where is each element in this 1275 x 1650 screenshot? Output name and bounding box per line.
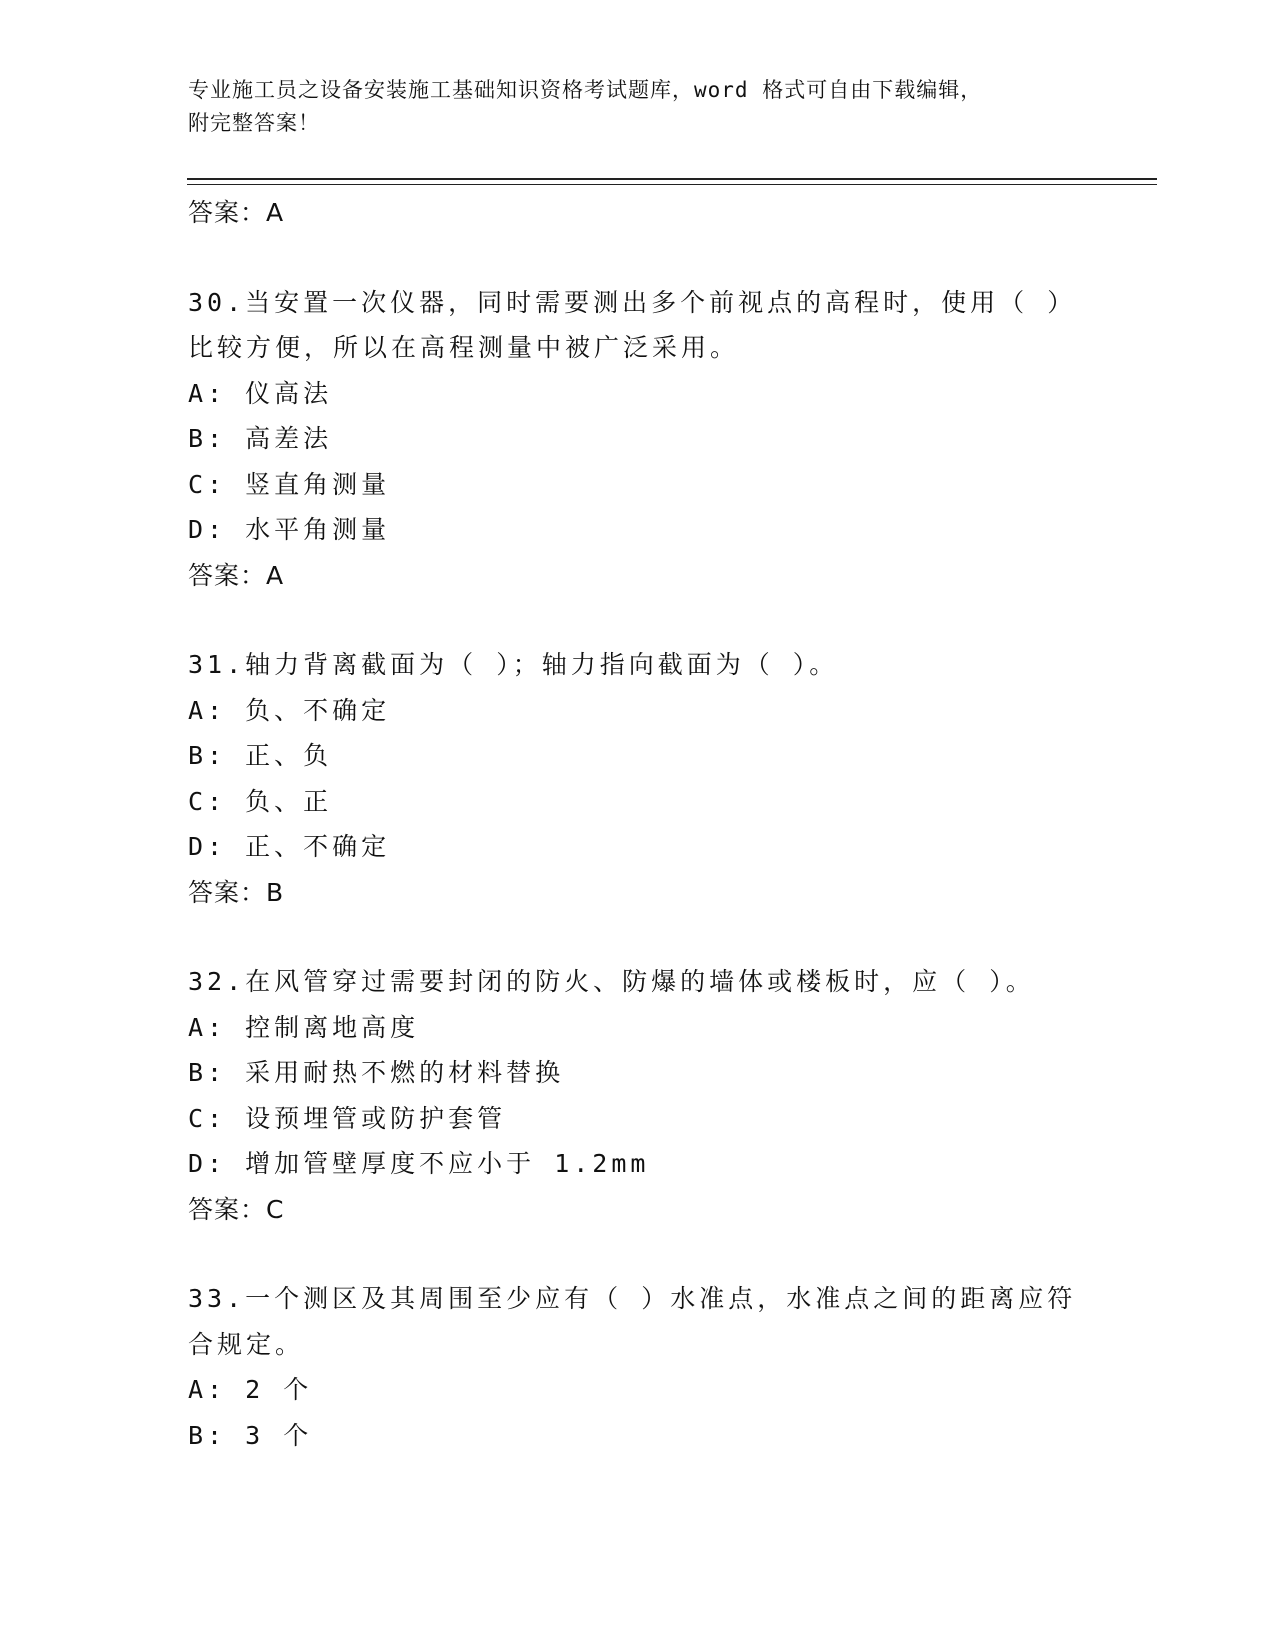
previous-answer: 答案：A xyxy=(188,198,285,227)
header-line-1: 专业施工员之设备安装施工基础知识资格考试题库，word 格式可自由下载编辑， xyxy=(188,78,983,102)
header-line-2: 附完整答案！ xyxy=(188,111,320,135)
header-rule-thin xyxy=(187,184,1157,185)
option-a: A: 2 个 xyxy=(188,1375,313,1404)
option-a: A: 仪高法 xyxy=(188,378,333,408)
question-30 xyxy=(188,280,1088,599)
option-a: A: 负、不确定 xyxy=(188,695,391,725)
question-list xyxy=(188,190,1088,1458)
header-rule-thick xyxy=(187,178,1157,180)
option-d: D: 增加管壁厚度不应小于 1.2mm xyxy=(188,1149,650,1178)
option-c: C: 负、正 xyxy=(188,786,333,816)
answer: 答案：B xyxy=(188,877,285,907)
question-stem: 合规定。 xyxy=(188,1329,305,1359)
question-33 xyxy=(188,1276,1088,1458)
answer: 答案：C xyxy=(188,1194,285,1224)
question-stem: 30.当安置一次仪器，同时需要测出多个前视点的高程时，使用（ ） xyxy=(188,287,1077,317)
option-b: B: 正、负 xyxy=(188,741,333,770)
option-d: D: 水平角测量 xyxy=(188,515,391,544)
option-c: C: 设预埋管或防护套管 xyxy=(188,1103,507,1133)
question-31 xyxy=(188,642,1088,915)
option-b: B: 3 个 xyxy=(188,1420,313,1450)
question-stem: 31.轴力背离截面为（ ）；轴力指向截面为（ ）。 xyxy=(188,650,839,679)
question-stem: 比较方便，所以在高程测量中被广泛采用。 xyxy=(188,333,740,362)
option-d: D: 正、不确定 xyxy=(188,832,391,861)
option-b: B: 高差法 xyxy=(188,424,333,453)
question-stem: 33.一个测区及其周围至少应有（ ）水准点，水准点之间的距离应符 xyxy=(188,1284,1077,1313)
question-32 xyxy=(188,959,1088,1232)
option-b: B: 采用耐热不燃的材料替换 xyxy=(188,1058,565,1087)
option-c: C: 竖直角测量 xyxy=(188,469,391,499)
answer: 答案：A xyxy=(188,560,285,590)
option-a: A: 控制离地高度 xyxy=(188,1012,420,1042)
question-stem: 32.在风管穿过需要封闭的防火、防爆的墙体或楼板时，应（ ）。 xyxy=(188,967,1035,996)
